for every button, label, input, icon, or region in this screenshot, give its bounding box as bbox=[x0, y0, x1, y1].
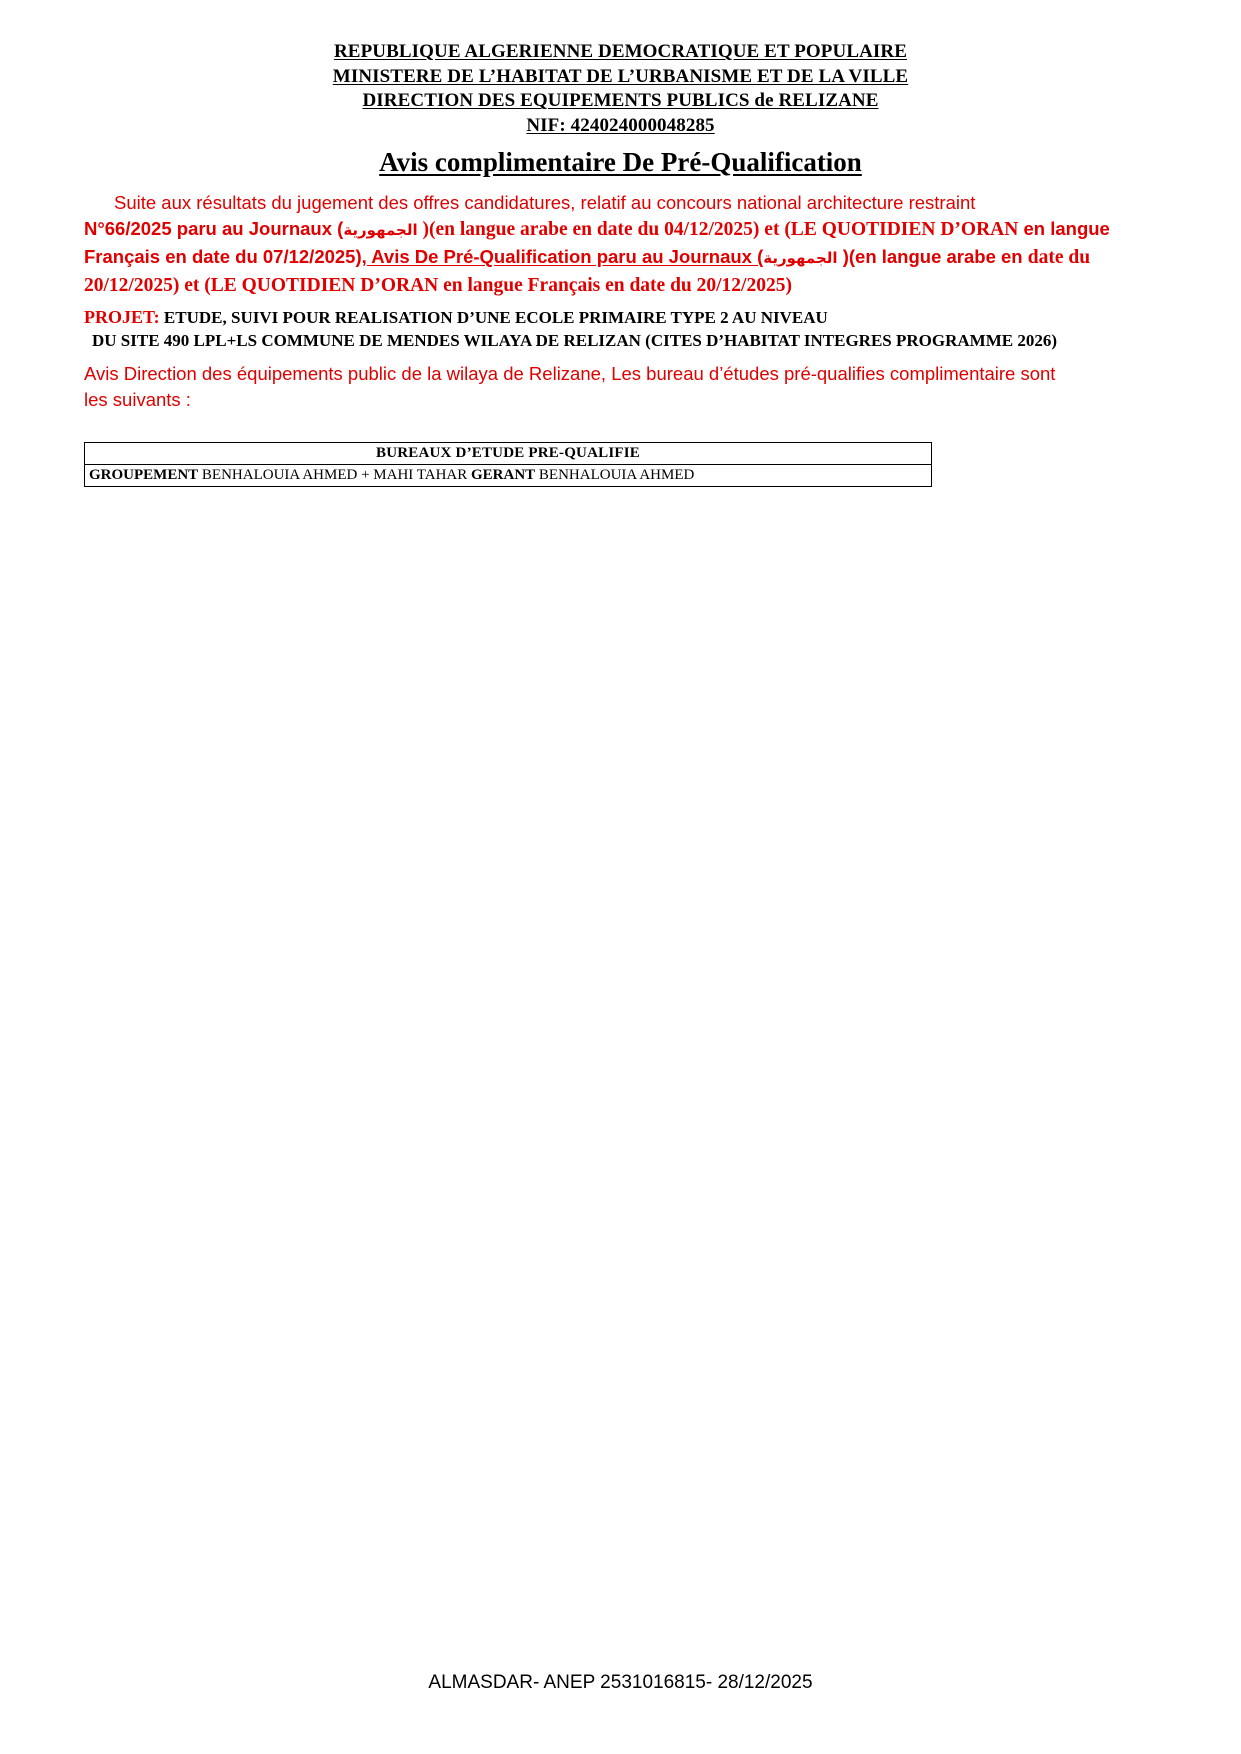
office-label-gerant: GERANT bbox=[467, 467, 536, 484]
qualified-offices-table bbox=[84, 442, 932, 487]
intro-paragraph: Suite aux résultats du jugement des offres candidatures, relatif au concours national architecture restraint bbox=[114, 191, 976, 213]
project-description-line-1: ETUDE, SUIVI POUR REALISATION D’UNE ECOLE PRIMAIRE TYPE 2 AU NIVEAU bbox=[159, 308, 828, 328]
header-line-direction: DIRECTION DES EQUIPEMENTS PUBLICS de RELIZANE bbox=[362, 90, 879, 112]
reference-part-3: en langue Français en date du 07/12/2025), bbox=[84, 218, 1110, 268]
table-header-cell: BUREAUX D’ETUDE PRE-QUALIFIE bbox=[85, 443, 932, 465]
reference-part-6: date du 20/12/2025) et (LE QUOTIDIEN D’ORAN en langue Français en date du 20/12/2025) bbox=[84, 247, 1091, 296]
qualified-offices-table-wrapper bbox=[84, 442, 1157, 487]
closing-line-1: Avis Direction des équipements public de la wilaya de Relizane, Les bureau d’études pré-qualifies complimentaire sont bbox=[84, 363, 1056, 385]
reference-part-4: Avis De Pré-Qualification paru au Journaux ( bbox=[366, 246, 764, 268]
journal-name-arabic-2: الجمهورية bbox=[763, 249, 838, 268]
header-line-republic: REPUBLIQUE ALGERIENNE DEMOCRATIQUE ET POPULAIRE bbox=[333, 41, 908, 62]
page-title: Avis complimentaire De Pré-Qualification bbox=[379, 146, 862, 177]
reference-part-2: )(en langue arabe en date du 04/12/2025) et (LE QUOTIDIEN D’ORAN bbox=[417, 219, 1019, 241]
project-label: PROJET: bbox=[84, 307, 160, 328]
office-label-groupement: GROUPEMENT bbox=[89, 467, 199, 484]
notice-body bbox=[84, 190, 1157, 412]
table-cell-office bbox=[85, 465, 932, 487]
office-gerant-name: BENHALOUIA AHMED bbox=[535, 467, 695, 484]
reference-part-5: )(en langue arabe en bbox=[837, 246, 1023, 268]
table-header-row bbox=[85, 443, 932, 465]
office-members: BENHALOUIA AHMED + MAHI TAHAR bbox=[198, 467, 468, 484]
journal-name-arabic-1: الجمهورية bbox=[343, 221, 418, 240]
header-line-ministry: MINISTERE DE L’HABITAT DE L’URBANISME ET DE LA VILLE bbox=[332, 65, 909, 87]
footer-anep: ALMASDAR- ANEP 2531016815- 28/12/2025 bbox=[428, 1672, 813, 1693]
reference-part-1: N°66/2025 paru au Journaux ( bbox=[84, 218, 344, 240]
closing-paragraph bbox=[84, 361, 1157, 412]
header-line-nif: NIF: 424024000048285 bbox=[526, 115, 715, 137]
reference-paragraph bbox=[84, 216, 1157, 299]
table-row bbox=[85, 465, 932, 487]
project-description-line-2: DU SITE 490 LPL+LS COMMUNE DE MENDES WILAYA DE RELIZAN (CITES D’HABITAT INTEGRES PROGRAMME 2026) bbox=[92, 331, 1057, 351]
project-paragraph bbox=[84, 305, 1157, 353]
closing-line-2: les suivants : bbox=[84, 388, 191, 410]
document-header bbox=[84, 40, 1157, 180]
